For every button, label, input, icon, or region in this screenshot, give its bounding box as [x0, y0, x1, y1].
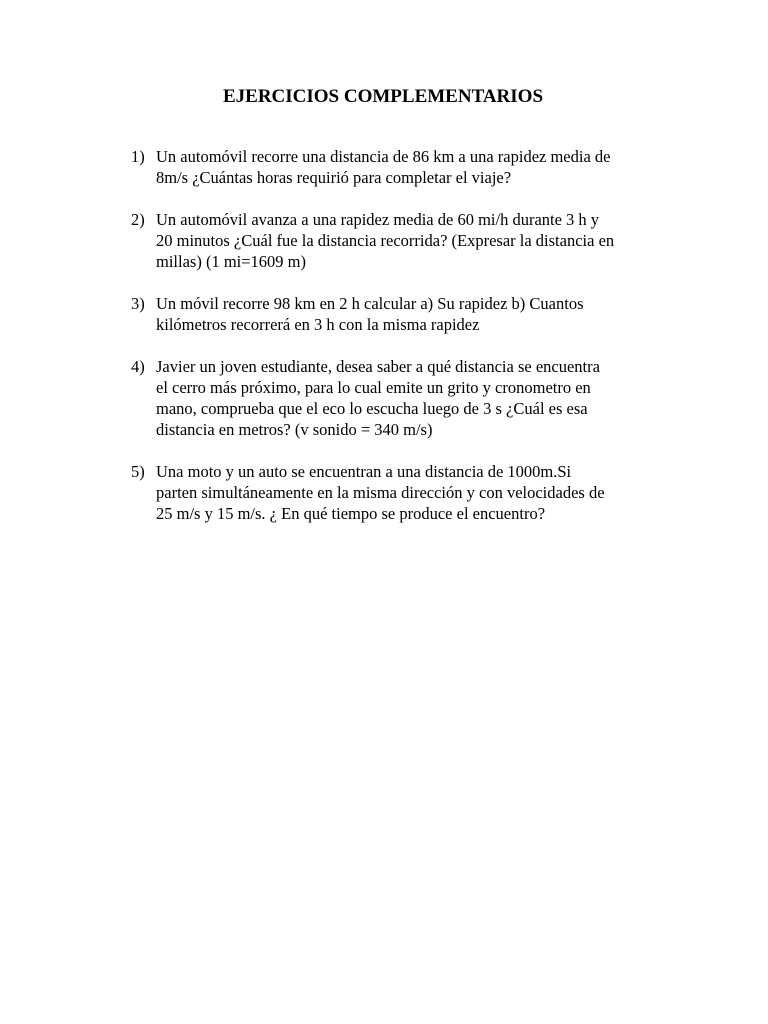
- exercise-item: [131, 356, 671, 440]
- exercise-text: Un automóvil avanza a una rapidez media de 60 mi/h durante 3 h y 20 minutos ¿Cuál fue la distancia recorrida? (Expresar la distancia en millas) (1 mi=1609 m): [156, 210, 615, 271]
- exercise-text: Javier un joven estudiante, desea saber a qué distancia se encuentra el cerro más próximo, para lo cual emite un grito y cronometro en mano, comprueba que el eco lo escucha luego de 3 s ¿Cuál es esa distancia en metros? (v sonido = 340 m/s): [156, 357, 600, 439]
- exercise-item: [131, 209, 671, 272]
- page-title: EJERCICIOS COMPLEMENTARIOS: [222, 86, 544, 107]
- exercise-item: [131, 146, 671, 188]
- exercise-number: 3): [131, 294, 145, 313]
- exercise-list: [131, 146, 671, 545]
- exercise-text: Un móvil recorre 98 km en 2 h calcular a) Su rapidez b) Cuantos kilómetros recorrerá en 3 h con la misma rapidez: [156, 294, 584, 334]
- exercise-item: [131, 293, 671, 335]
- exercise-number: 4): [131, 357, 145, 376]
- exercise-number: 5): [131, 462, 145, 481]
- exercise-text: Un automóvil recorre una distancia de 86 km a una rapidez media de 8m/s ¿Cuántas horas requirió para completar el viaje?: [156, 147, 611, 187]
- exercise-item: [131, 461, 671, 524]
- exercise-number: 2): [131, 210, 145, 229]
- exercise-text: Una moto y un auto se encuentran a una distancia de 1000m.Si parten simultáneamente en la misma dirección y con velocidades de 25 m/s y 15 m/s. ¿ En qué tiempo se produce el encuentro?: [156, 462, 605, 523]
- exercise-number: 1): [131, 147, 145, 166]
